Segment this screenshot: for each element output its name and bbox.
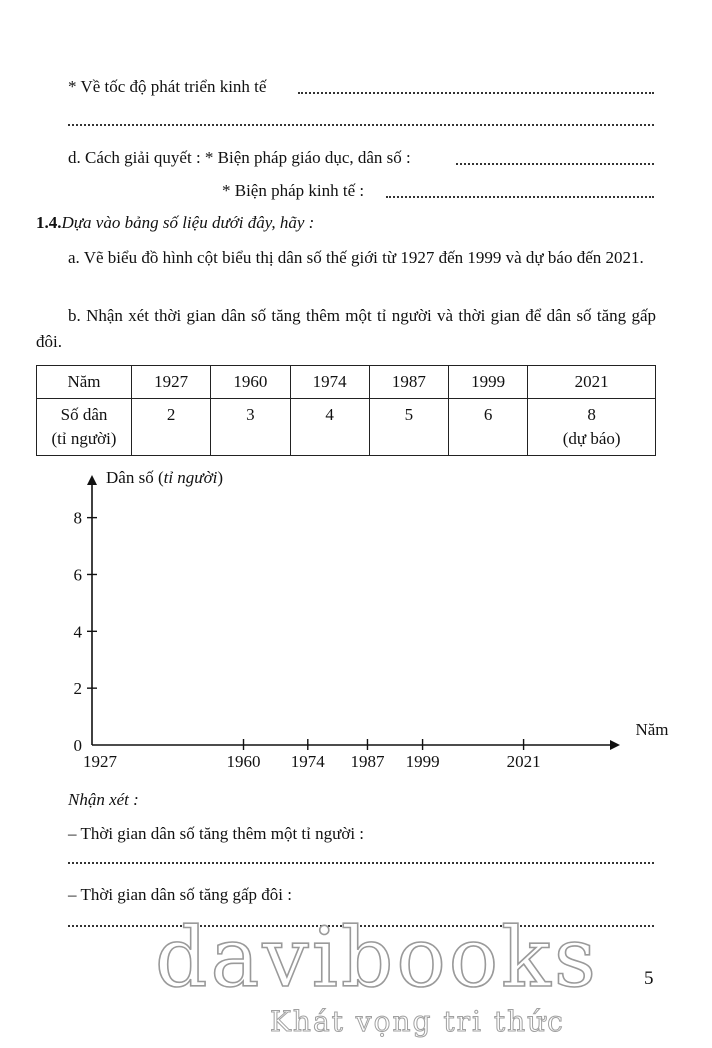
- x-tick-label: 2021: [506, 752, 541, 771]
- x-tick-label: 1974: [290, 752, 325, 771]
- table-year-cell: 1999: [449, 366, 528, 399]
- answer-line[interactable]: [68, 124, 654, 126]
- economic-speed-label: * Về tốc độ phát triển kinh tế: [68, 77, 267, 96]
- task-a: a. Vẽ biểu đồ hình cột biểu thị dân số thế giới từ 1927 đến 1999 và dự báo đến 2021.: [68, 248, 644, 267]
- row-label-line2: (tỉ người): [51, 429, 117, 448]
- watermark-slogan: Khát vọng tri thức: [270, 1005, 565, 1038]
- forecast-note: (dự báo): [562, 429, 621, 448]
- table-row: [37, 399, 656, 456]
- table-value-cell: [528, 399, 656, 456]
- y-tick-label: 6: [73, 565, 82, 585]
- task-b: b. Nhận xét thời gian dân số tăng thêm một tỉ người và thời gian để dân số tăng gấp đôi.: [36, 306, 656, 351]
- answer-line[interactable]: [68, 862, 654, 864]
- answer-line[interactable]: [298, 92, 654, 94]
- population-chart[interactable]: [0, 460, 712, 790]
- table-value-cell: 5: [369, 399, 448, 456]
- table-year-cell: 1987: [369, 366, 448, 399]
- x-axis-arrow-icon: [610, 740, 620, 750]
- table-year-cell: 1927: [132, 366, 211, 399]
- table-year-cell: 1974: [290, 366, 369, 399]
- table-year-cell: 2021: [528, 366, 656, 399]
- table-header-row: [37, 366, 656, 399]
- watermark-logo: davibooks: [155, 911, 599, 1006]
- remark-line1-label: – Thời gian dân số tăng thêm một tỉ người :: [68, 824, 365, 843]
- y-axis-arrow-icon: [87, 475, 97, 485]
- table-header-cell: Năm: [37, 366, 132, 399]
- exercise-heading: [36, 213, 314, 233]
- table-value-cell: 2: [132, 399, 211, 456]
- y-tick-label: 2: [73, 679, 82, 699]
- value-2021: 8: [587, 405, 596, 424]
- x-tick-label: 1960: [226, 752, 261, 771]
- population-table: [36, 365, 656, 456]
- x-tick-label: 1987: [350, 752, 385, 771]
- table-year-cell: 1960: [211, 366, 290, 399]
- exercise-instruction: Dựa vào bảng số liệu dưới đây, hãy :: [61, 213, 315, 232]
- table-row-label: [37, 399, 132, 456]
- table-value-cell: 4: [290, 399, 369, 456]
- y-tick-label: 8: [73, 508, 82, 528]
- x-tick-label: 1999: [405, 752, 440, 771]
- table-value-cell: 6: [449, 399, 528, 456]
- remarks-heading: Nhận xét :: [68, 790, 139, 809]
- y-tick-label: 4: [73, 622, 82, 642]
- remark-line2-label: – Thời gian dân số tăng gấp đôi :: [68, 885, 292, 904]
- economic-measure-label: * Biện pháp kinh tế :: [222, 181, 365, 200]
- x-tick-label: 1927: [83, 752, 117, 771]
- answer-line[interactable]: [456, 163, 654, 165]
- row-label-line1: Số dân: [60, 405, 108, 424]
- answer-line[interactable]: [386, 196, 654, 198]
- y-zero-label: 0: [73, 736, 82, 755]
- page-number: 5: [644, 968, 654, 989]
- y-axis-label: Dân số (tỉ người): [106, 468, 224, 487]
- x-axis-label: Năm: [635, 720, 669, 739]
- exercise-number: 1.4.: [36, 213, 62, 232]
- table-value-cell: 3: [211, 399, 290, 456]
- solution-label: d. Cách giải quyết : * Biện pháp giáo dục, dân số :: [68, 148, 411, 167]
